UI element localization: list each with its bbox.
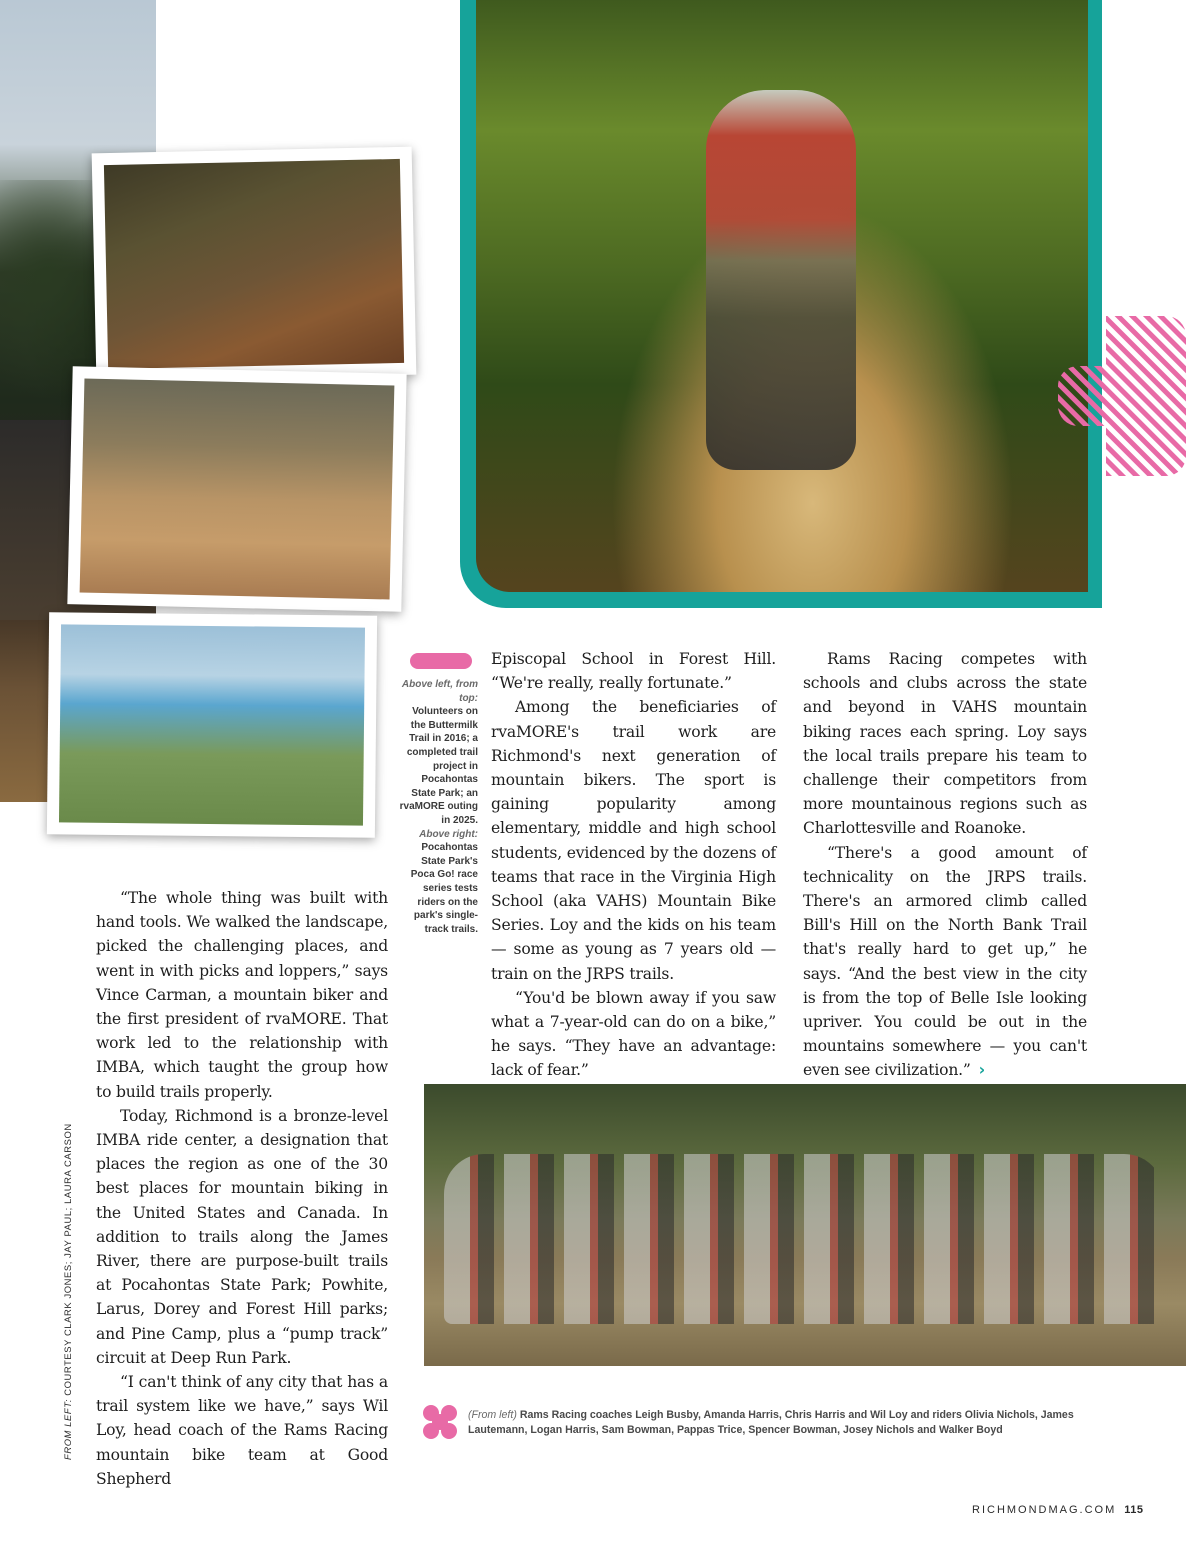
mountain-biker-photo bbox=[476, 0, 1088, 592]
volunteers-photo bbox=[92, 147, 417, 382]
completed-trail-photo bbox=[67, 366, 406, 612]
caption-text-right: Pocahontas State Park's Poca Go! race series tests riders on the park's single-track trails. bbox=[410, 842, 478, 935]
article-column-middle bbox=[491, 647, 776, 1083]
footer-site: RICHMONDMAG.COM bbox=[972, 1504, 1117, 1516]
page-footer bbox=[972, 1504, 1144, 1516]
rvamore-outing-image bbox=[59, 624, 365, 825]
paragraph: Episcopal School in Forest Hill. “We're really, really fortunate.” bbox=[491, 650, 776, 693]
rider-figure bbox=[706, 90, 856, 470]
photo-caption bbox=[398, 678, 478, 936]
paragraph: “I can't think of any city that has a trail system like we have,” says Wil Loy, head coach of the Rams Racing mountain bike team at Good Shepherd bbox=[96, 1373, 388, 1488]
page-number: 115 bbox=[1124, 1504, 1144, 1516]
caption-pill-marker bbox=[410, 653, 472, 669]
credit-text: COURTESY CLARK JONES; JAY PAUL; LAURA CARSON bbox=[62, 1123, 73, 1396]
paragraph: Today, Richmond is a bronze-level IMBA ride center, a designation that places the region as one of the 30 best places for mountain biking in the United States and Canada. In addition to trails along the James River, there are purpose-built trails at Pocahontas State Park; Powhite, Larus, Dorey and Forest Hill parks; and Pine Camp, plus a “pump track” circuit at Deep Run Park. bbox=[96, 1106, 388, 1367]
paragraph: Among the beneficiaries of rvaMORE's trail work are Richmond's next generation of mountain bikers. The sport is gaining popularity among elementary, middle and high school students, evidenced by the dozens of teams that race in the Virginia High School (aka VAHS) Mountain Bike Series. Loy and the kids on his team — some as young as 7 years old — train on the JRPS trails. bbox=[491, 698, 776, 983]
article-column-left bbox=[96, 886, 388, 1491]
paragraph-text: “There's a good amount of technicality on the JRPS trails. There's an armored climb called Bill's Hill on the North Bank Trail that's really hard to get up,” he says. “And the best view in the city is from the top of Belle Isle looking upriver. You could be out in the mountains somewhere — you can't even see civilization.” bbox=[803, 843, 1087, 1080]
team-riders bbox=[444, 1154, 1164, 1324]
caption-label-right: Above right: bbox=[419, 828, 478, 840]
paragraph: “The whole thing was built with hand tools. We walked the landscape, picked the challenging places, and went in with picks and loppers,” says Vince Carman, a mountain biker and the first president of rvaMORE. That work led to the relationship with IMBA, which taught the group how to build trails properly. bbox=[96, 889, 388, 1101]
article-column-right bbox=[803, 647, 1087, 1083]
caption-text-left: Volunteers on the Buttermilk Trail in 2016; a completed trail project in Pocahontas State Park; an rvaMORE outing in 2025. bbox=[399, 706, 478, 826]
team-caption-label: (From left) bbox=[468, 1409, 517, 1421]
rvamore-outing-photo bbox=[47, 612, 377, 837]
completed-trail-image bbox=[80, 379, 395, 600]
paragraph: Rams Racing competes with schools and clubs across the state and beyond in VAHS mountain biking races each spring. Loy says the local trails prepare his team to challenge their competitors from more mountainous regions such as Charlottesville and Roanoke. bbox=[803, 650, 1087, 838]
team-caption-text: Rams Racing coaches Leigh Busby, Amanda Harris, Chris Harris and Wil Loy and riders Olivia Nichols, James Lautemann, Logan Harris, Sam Bowman, Pappas Trice, Spencer Bowman, Josey Nichols and Walker Boyd bbox=[468, 1409, 1074, 1436]
caption-label-left: Above left, from top: bbox=[401, 679, 478, 704]
paragraph bbox=[803, 841, 1087, 1083]
pink-cross-icon bbox=[1058, 316, 1186, 476]
team-caption bbox=[468, 1408, 1108, 1438]
volunteers-image bbox=[104, 159, 404, 369]
photo-credit bbox=[62, 1080, 73, 1460]
team-photo bbox=[424, 1084, 1186, 1366]
end-chevron-icon: › bbox=[978, 1061, 985, 1080]
credit-prefix: FROM LEFT: bbox=[62, 1398, 73, 1460]
paragraph: “You'd be blown away if you saw what a 7-year-old can do on a bike,” he says. “They have an advantage: lack of fear.” bbox=[491, 988, 776, 1080]
pink-x-icon bbox=[422, 1404, 458, 1440]
